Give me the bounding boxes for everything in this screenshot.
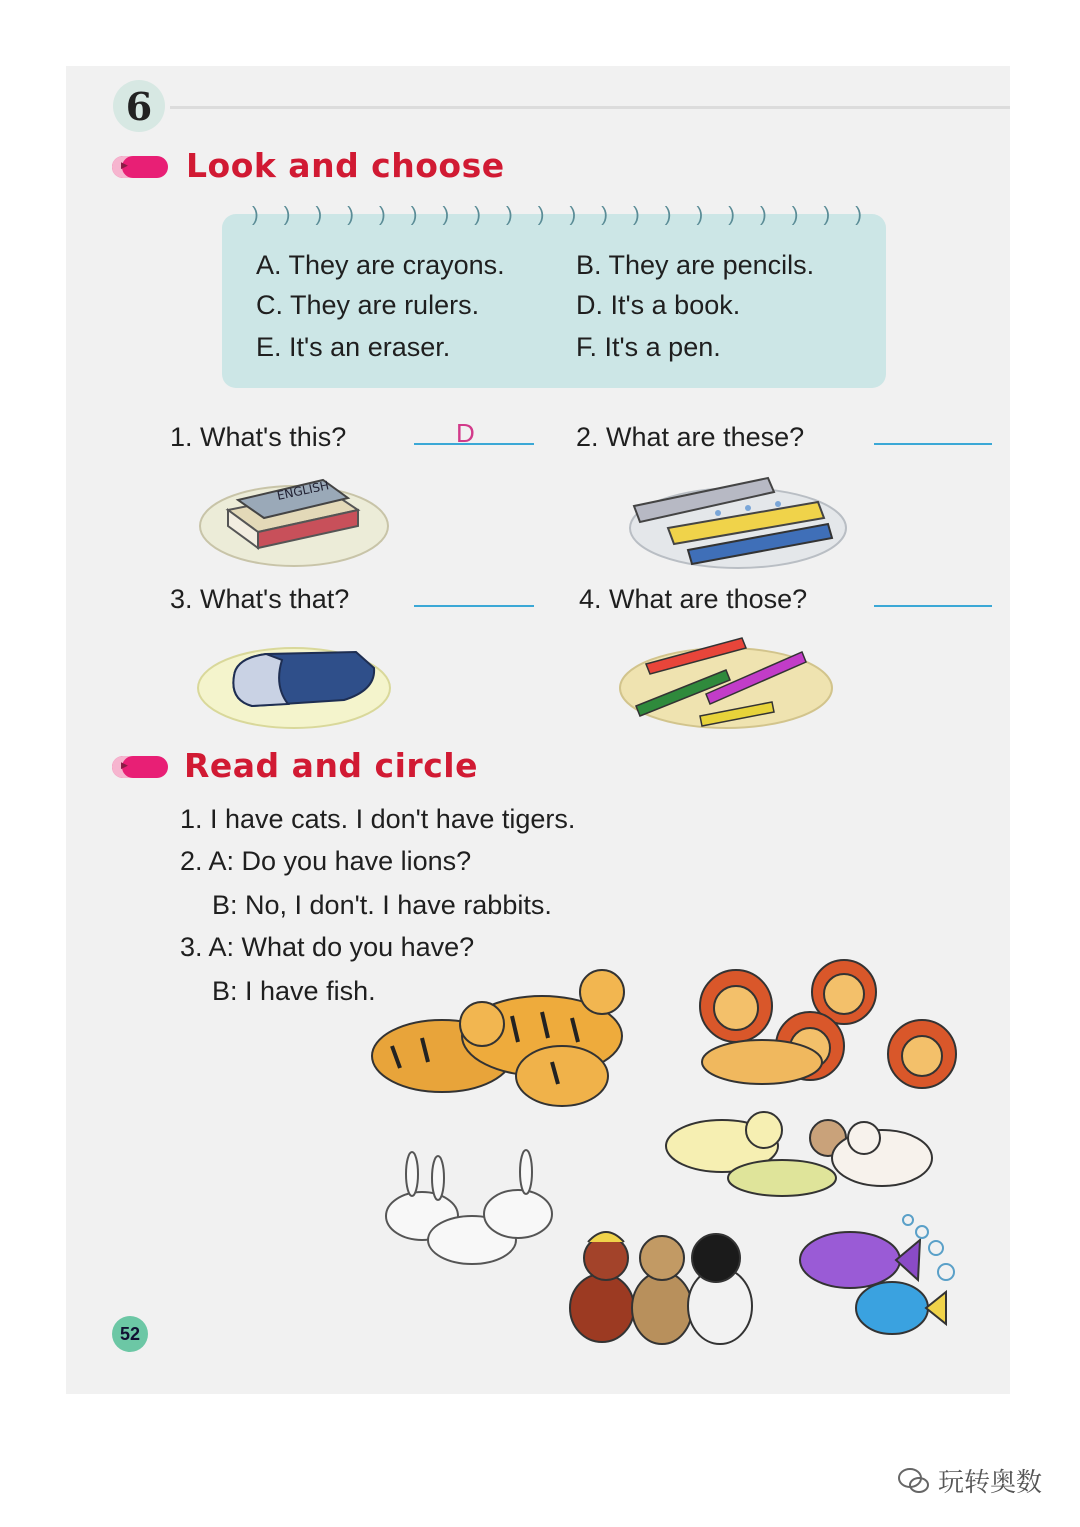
question-4: 4. What are those? xyxy=(579,584,808,614)
sentence-2b: B: No, I don't. I have rabbits. xyxy=(212,890,552,920)
choice-d: D. It's a book. xyxy=(576,290,741,320)
choice-box-decoration: ) ) ) ) ) ) ) ) ) ) ) ) ) ) ) ) ) ) ) ) xyxy=(252,204,862,226)
choice-e: E. It's an eraser. xyxy=(256,332,451,362)
crayons-icon xyxy=(616,630,834,730)
sentence-1: 1. I have cats. I don't have tigers. xyxy=(180,804,576,834)
lions-picture[interactable] xyxy=(682,962,992,1092)
choice-a: A. They are crayons. xyxy=(256,250,505,280)
fish-picture[interactable] xyxy=(796,1214,958,1344)
rulers-icon xyxy=(628,468,848,572)
question-1: 1. What's this? xyxy=(170,422,347,452)
sentence-3b: B: I have fish. xyxy=(212,976,376,1006)
unit-number: 6 xyxy=(125,83,153,129)
answer-blank-2[interactable] xyxy=(874,443,992,445)
book-icon xyxy=(198,470,390,570)
answer-blank-4[interactable] xyxy=(874,605,992,607)
section-bullet-icon: ▶ xyxy=(112,756,168,778)
page-number: 52 xyxy=(119,1323,141,1344)
section-title-look-and-choose: Look and choose xyxy=(186,146,505,185)
wechat-icon xyxy=(898,1467,930,1495)
rabbits-picture[interactable] xyxy=(378,1148,562,1268)
cats-picture[interactable] xyxy=(652,1094,948,1200)
answer-blank-3[interactable] xyxy=(414,605,534,607)
watermark-text: 玩转奥数 xyxy=(938,1468,1043,1498)
unit-number-badge xyxy=(113,80,165,132)
section-title-read-and-circle: Read and circle xyxy=(184,746,478,785)
choice-c: C. They are rulers. xyxy=(256,290,480,320)
header-divider xyxy=(170,106,1010,109)
eraser-icon xyxy=(196,630,392,730)
tigers-picture[interactable] xyxy=(362,966,644,1116)
choice-f: F. It's a pen. xyxy=(576,332,721,362)
question-3: 3. What's that? xyxy=(170,584,350,614)
dogs-picture[interactable] xyxy=(562,1222,766,1348)
choice-b: B. They are pencils. xyxy=(576,250,815,280)
page-number-badge xyxy=(112,1316,148,1352)
question-2: 2. What are these? xyxy=(576,422,805,452)
section-bullet-icon: ▶ xyxy=(112,156,168,178)
sentence-2a: 2. A: Do you have lions? xyxy=(180,846,472,876)
book-cover-text: ENGLISH xyxy=(275,478,331,503)
watermark xyxy=(898,1462,1042,1499)
sentence-3a: 3. A: What do you have? xyxy=(180,932,475,962)
answer-1: D xyxy=(456,418,475,448)
